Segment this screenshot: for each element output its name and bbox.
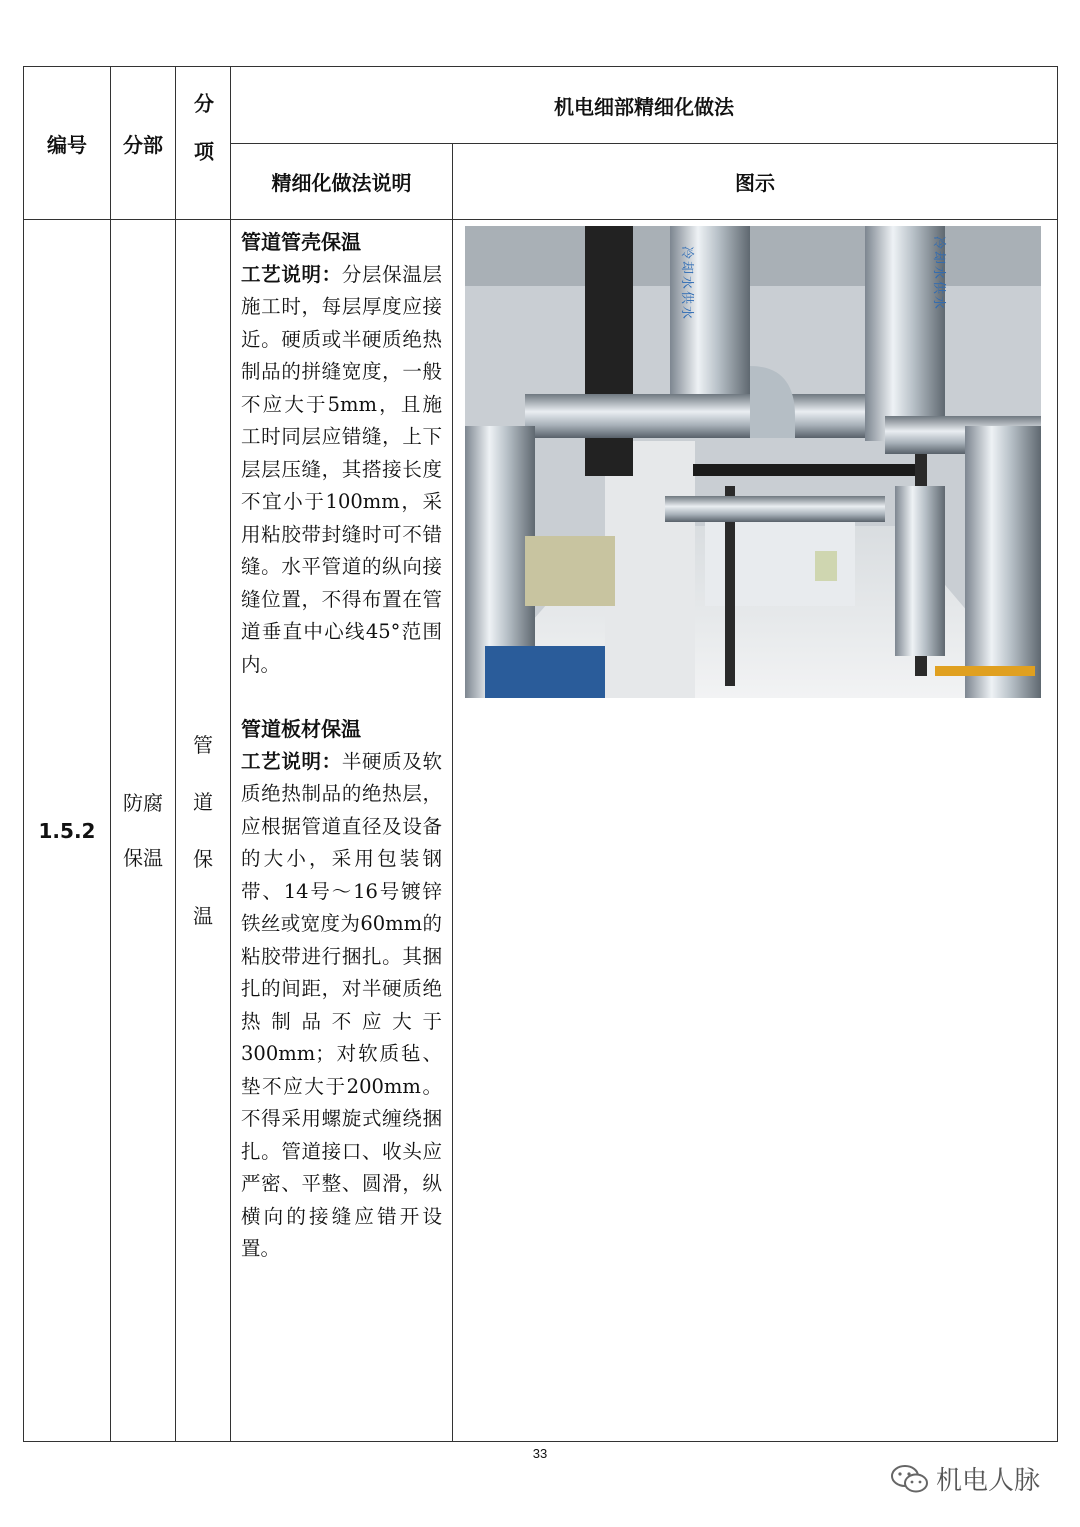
header-id: 编号: [24, 67, 111, 220]
watermark-text: 机电人脉: [936, 1466, 1041, 1496]
section-text: 分层保温层施工时，每层厚度应接近。硬质或半硬质绝热制品的拼缝宽度，一般不应大于5mm，且施工时同层应错缝，上下层层压缝，其搭接长度不宜小于100mm，采用粘胶带封缝时可不错缝。水平管道的纵向接缝位置，不得布置在管道垂直中心线45°范围内。: [241, 262, 442, 676]
section-pipe-shell: [241, 226, 442, 681]
description-cell: [231, 220, 453, 1442]
header-main-title: 机电细部精细化做法: [231, 67, 1058, 144]
row-part-text: 防腐保温: [123, 790, 163, 870]
pipe-label-text: 冷却水供水: [679, 246, 694, 322]
header-part: 分部: [111, 67, 176, 220]
row-id: 1.5.2: [24, 220, 111, 1442]
row-sub: [176, 220, 231, 1442]
page-number: 33: [532, 1446, 548, 1461]
header-desc: 精细化做法说明: [231, 144, 453, 220]
row-sub-text: 管道保温: [193, 732, 213, 928]
specification-table: [23, 66, 1058, 1442]
section-lead: 工艺说明：: [241, 262, 342, 286]
row-part: [111, 220, 176, 1442]
section-title: 管道板材保温: [241, 717, 361, 741]
section-pipe-board: [241, 713, 442, 1266]
section-lead: 工艺说明：: [241, 749, 342, 773]
section-title: 管道管壳保温: [241, 230, 361, 254]
section-text: 半硬质及软质绝热制品的绝热层，应根据管道直径及设备的大小，采用包装钢带、14号～16号镀锌铁丝或宽度为60mm的粘胶带进行捆扎。其捆扎的间距，对半硬质绝热制品不应大于300mm；对软质毡、垫不应大于200mm。不得采用螺旋式缠绕捆扎。管道接口、收头应严密、平整、圆滑，纵横向的接缝应错开设置。: [241, 749, 442, 1260]
pipe-insulation-photo: [465, 226, 1041, 698]
watermark: [890, 1460, 1040, 1497]
pipe-label-text: 冷却水供水: [931, 236, 946, 312]
wechat-icon: [890, 1463, 930, 1495]
figure-cell: [453, 220, 1058, 1442]
header-sub-text: 分项: [190, 92, 215, 189]
header-fig: 图示: [453, 144, 1058, 220]
section-body: [241, 746, 442, 1266]
section-body: [241, 259, 442, 682]
header-sub: [176, 67, 231, 220]
